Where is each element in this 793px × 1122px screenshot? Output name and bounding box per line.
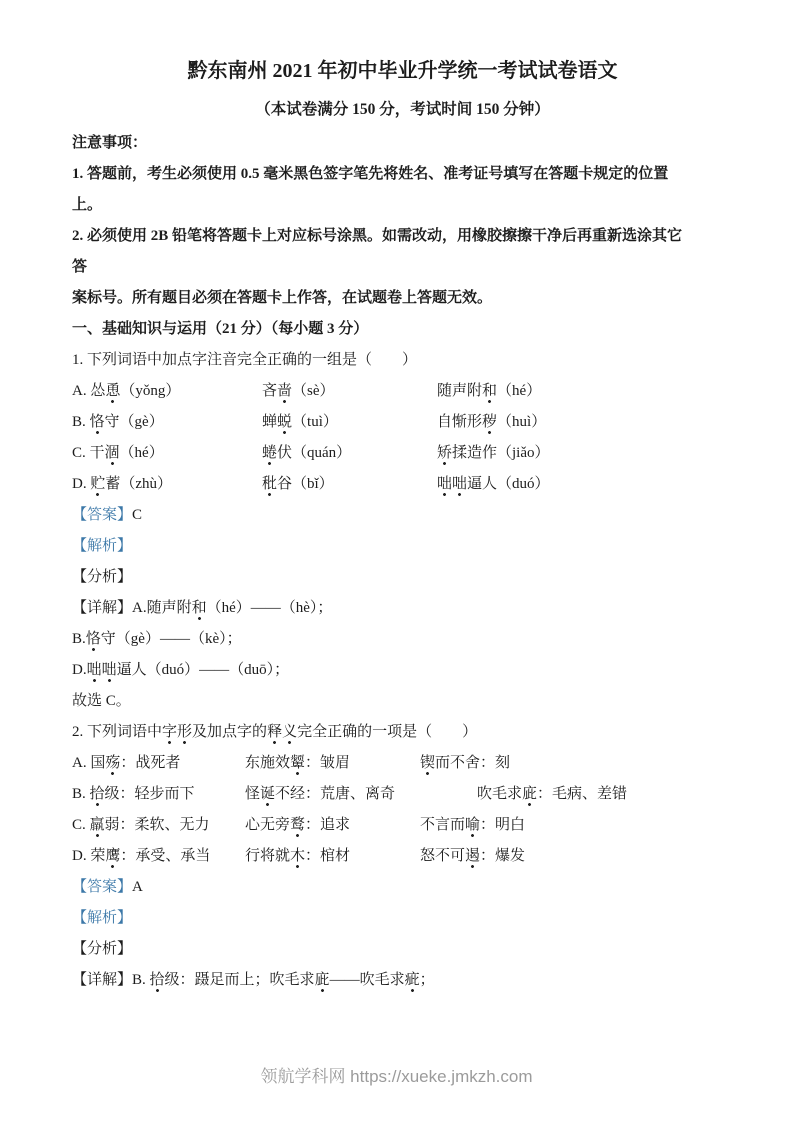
q1-jiexi-tag: 【解析】 <box>72 538 133 554</box>
q1-option-row-a <box>72 376 733 407</box>
q2-jiexi-tag: 【解析】 <box>72 910 133 926</box>
q1-option-row-d <box>72 469 733 500</box>
question-2-stem: 2. 下列词语中字形及加点字的释义完全正确的一项是（ ） <box>72 717 733 748</box>
notice-line-3: 2. 必须使用 2B 铅笔将答题卡上对应标号涂黑。如需改动，用橡胶擦擦干净后再重新选涂其它 <box>72 228 683 244</box>
q1-option-a-word-3: 随声附和（hé） <box>437 376 541 407</box>
q1-option-a-word-1: A. 怂恿（yǒng） <box>72 376 262 407</box>
q1-option-b-word-1: B. 恪守（gè） <box>72 407 262 438</box>
q1-detail-line-1: 【详解】A.随声附和（hé）——（hè）； <box>72 593 733 624</box>
q1-answer-line <box>72 500 733 531</box>
q2-option-b-word-2: 怪诞不经：荒唐、离奇 <box>245 779 477 810</box>
q1-option-d-word-1: D. 贮蓄（zhù） <box>72 469 262 500</box>
q2-answer-tag: 【答案】 <box>72 879 133 895</box>
q2-answer-line <box>72 872 733 903</box>
q2-option-d-word-3: 怒不可遏：爆发 <box>420 841 525 872</box>
q2-fenxi-line: 【分析】 <box>72 941 133 957</box>
watermark-footer: 领航学科网 https://xueke.jmkzh.com <box>260 1067 533 1086</box>
q2-answer-value: A <box>132 879 143 895</box>
q1-answer-value: C <box>132 507 143 523</box>
q2-option-row-a <box>72 748 733 779</box>
q2-option-a-word-2: 东施效颦：皱眉 <box>245 748 420 779</box>
q2-option-row-c <box>72 810 733 841</box>
q2-option-d-word-2: 行将就木：棺材 <box>245 841 420 872</box>
q2-option-b-word-1: B. 拾级：轻步而下 <box>72 779 245 810</box>
q2-option-c-word-1: C. 羸弱：柔软、无力 <box>72 810 245 841</box>
notice-line-2: 上。 <box>72 197 103 213</box>
question-1-stem: 1. 下列词语中加点字注音完全正确的一组是（ ） <box>72 352 418 368</box>
q1-option-c-word-3: 矫揉造作（jiǎo） <box>437 438 550 469</box>
q1-jiexi-line <box>72 531 733 562</box>
q2-option-a-word-3: 锲而不舍：刻 <box>420 748 510 779</box>
q1-fenxi-line: 【分析】 <box>72 569 133 585</box>
q1-option-d-word-3: 咄咄逼人（duó） <box>437 469 550 500</box>
q1-detail-line-2: B.恪守（gè）——（kè）； <box>72 624 733 655</box>
q1-detail-line-3: D.咄咄逼人（duó）——（duō）； <box>72 655 733 686</box>
q2-detail-line-1: 【详解】B. 拾级：蹑足而上；吹毛求庛——吹毛求疵； <box>72 965 733 996</box>
q2-option-row-d <box>72 841 733 872</box>
notice-line-1: 1. 答题前，考生必须使用 0.5 毫米黑色签字笔先将姓名、准考证号填写在答题卡规定的位置 <box>72 166 669 182</box>
q1-conclusion: 故选 C。 <box>72 693 131 709</box>
notice-line-5: 案标号。所有题目必须在答题卡上作答，在试题卷上答题无效。 <box>72 290 493 306</box>
q1-option-b-word-2: 蝉蜕（tuì） <box>262 407 437 438</box>
q1-option-b-word-3: 自惭形秽（huì） <box>437 407 546 438</box>
notice-line-4: 答 <box>72 259 88 275</box>
q1-option-c-word-2: 蜷伏（quán） <box>262 438 437 469</box>
q1-option-c-word-1: C. 干涸（hé） <box>72 438 262 469</box>
q2-option-c-word-3: 不言而喻：明白 <box>420 810 525 841</box>
q2-option-c-word-2: 心无旁鹜：追求 <box>245 810 420 841</box>
q1-option-d-word-2: 秕谷（bǐ） <box>262 469 437 500</box>
q2-option-b-word-3: 吹毛求庛：毛病、差错 <box>477 779 627 810</box>
section-heading: 一、基础知识与运用（21 分）（每小题 3 分） <box>72 321 369 337</box>
q1-option-row-c <box>72 438 733 469</box>
q1-option-row-b <box>72 407 733 438</box>
q1-answer-tag: 【答案】 <box>72 507 133 523</box>
q2-option-a-word-1: A. 国殇：战死者 <box>72 748 245 779</box>
page-subtitle: （本试卷满分 150 分，考试时间 150 分钟） <box>255 101 550 118</box>
q1-option-a-word-2: 吝啬（sè） <box>262 376 437 407</box>
q2-jiexi-line <box>72 903 733 934</box>
q2-option-d-word-1: D. 荣鹰：承受、承当 <box>72 841 245 872</box>
q2-option-row-b <box>72 779 733 810</box>
notices-heading: 注意事项： <box>72 135 148 151</box>
page-title: 黔东南州 2021 年初中毕业升学统一考试试卷语文 <box>187 60 618 82</box>
